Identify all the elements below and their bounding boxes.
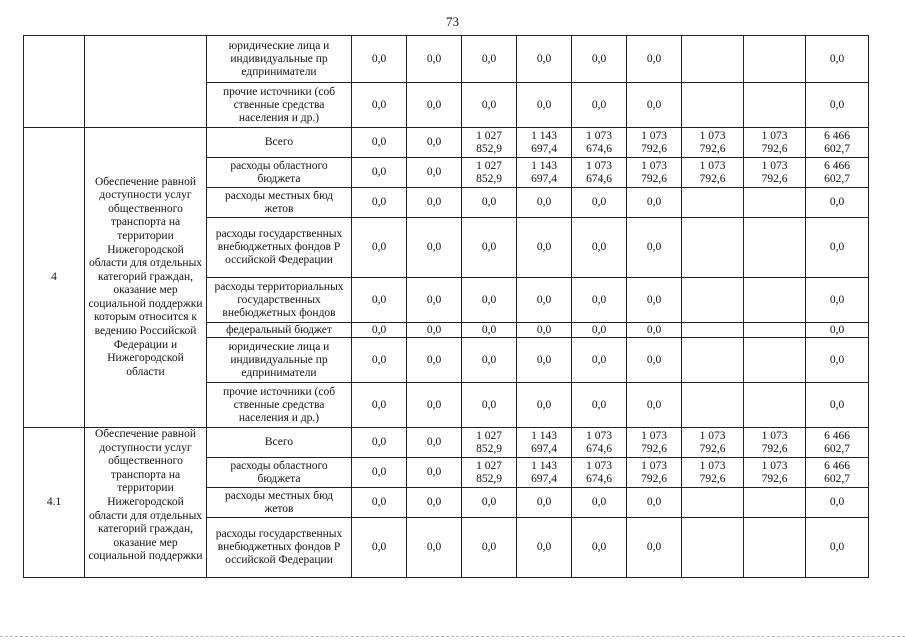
funding-source: расходы территориальных государственных внебюджетных фондов [207,278,352,323]
funding-source: прочие источники (соб ственные средства населения и др.) [207,83,352,128]
value-cell: 0,0 [517,218,572,278]
value-cell: 0,0 [407,338,462,383]
value-cell: 1 027 852,9 [462,458,517,488]
value-cell: 0,0 [462,188,517,218]
value-cell [744,188,806,218]
value-cell: 1 143 697,4 [517,128,572,158]
table-row [24,128,869,158]
value-cell: 6 466 602,7 [806,158,869,188]
value-cell: 0,0 [517,488,572,518]
value-cell: 1 073 792,6 [744,128,806,158]
value-cell: 1 073 674,6 [572,428,627,458]
value-cell: 0,0 [407,158,462,188]
value-cell: 1 073 792,6 [744,428,806,458]
value-cell: 0,0 [462,323,517,338]
value-cell [682,338,744,383]
funding-source: прочие источники (соб ственные средства населения и др.) [207,383,352,428]
value-cell: 0,0 [806,188,869,218]
value-cell: 0,0 [407,458,462,488]
value-cell: 1 073 792,6 [744,458,806,488]
table-row [24,36,869,83]
value-cell: 1 073 792,6 [627,158,682,188]
activity-description [85,36,207,128]
value-cell [682,83,744,128]
value-cell: 0,0 [462,218,517,278]
funding-source: Всего [207,428,352,458]
value-cell: 1 073 792,6 [682,158,744,188]
value-cell: 0,0 [627,323,682,338]
value-cell: 0,0 [572,36,627,83]
value-cell: 0,0 [352,83,407,128]
value-cell: 1 027 852,9 [462,158,517,188]
value-cell: 0,0 [627,383,682,428]
funding-source: расходы государственных внебюджетных фондов Р оссийской Федерации [207,518,352,578]
value-cell [682,488,744,518]
value-cell: 0,0 [806,278,869,323]
value-cell: 0,0 [352,218,407,278]
value-cell: 1 073 792,6 [627,458,682,488]
value-cell: 0,0 [806,518,869,578]
value-cell [682,323,744,338]
value-cell: 1 027 852,9 [462,428,517,458]
value-cell: 0,0 [806,383,869,428]
value-cell: 0,0 [572,338,627,383]
value-cell: 0,0 [517,323,572,338]
value-cell: 0,0 [407,188,462,218]
value-cell: 0,0 [462,338,517,383]
value-cell: 0,0 [462,488,517,518]
value-cell: 0,0 [407,128,462,158]
value-cell: 0,0 [352,383,407,428]
value-cell: 0,0 [572,518,627,578]
table-row [24,428,869,458]
value-cell [744,323,806,338]
value-cell: 1 073 792,6 [744,158,806,188]
value-cell: 0,0 [407,36,462,83]
value-cell [682,188,744,218]
activity-description: Обеспечение равной доступности услуг общественного транспорта на территории Нижегородской области для отдельных категорий граждан, оказание мер социальной поддержки [85,428,207,578]
funding-source: расходы областного бюджета [207,458,352,488]
value-cell: 1 073 792,6 [682,128,744,158]
value-cell: 0,0 [407,83,462,128]
value-cell [744,488,806,518]
value-cell [744,218,806,278]
funding-source: юридические лица и индивидуальные пр едприниматели [207,36,352,83]
value-cell [744,36,806,83]
value-cell: 6 466 602,7 [806,458,869,488]
value-cell: 0,0 [352,338,407,383]
value-cell: 0,0 [517,518,572,578]
value-cell: 0,0 [517,278,572,323]
value-cell: 1 027 852,9 [462,128,517,158]
value-cell: 0,0 [462,36,517,83]
value-cell: 0,0 [407,278,462,323]
value-cell: 0,0 [352,488,407,518]
scan-edge [0,636,905,637]
value-cell: 0,0 [627,36,682,83]
value-cell: 0,0 [627,218,682,278]
value-cell: 0,0 [627,488,682,518]
value-cell: 0,0 [407,428,462,458]
value-cell: 0,0 [352,323,407,338]
funding-source: расходы областного бюджета [207,158,352,188]
value-cell: 0,0 [806,338,869,383]
value-cell: 0,0 [627,278,682,323]
value-cell: 0,0 [572,383,627,428]
value-cell: 1 073 792,6 [682,428,744,458]
value-cell: 0,0 [352,128,407,158]
value-cell: 6 466 602,7 [806,428,869,458]
activity-description: Обеспечение равной доступности услуг общественного транспорта на территории Нижегородской области для отдельных категорий граждан, оказание мер социальной поддержки которым относится к ведению Российской Федерации и Нижегородской области [85,128,207,428]
value-cell: 1 073 792,6 [627,128,682,158]
value-cell: 0,0 [462,83,517,128]
row-number [24,36,85,128]
value-cell [682,518,744,578]
value-cell: 0,0 [806,83,869,128]
value-cell: 1 073 792,6 [627,428,682,458]
value-cell: 0,0 [627,188,682,218]
value-cell: 1 073 792,6 [682,458,744,488]
value-cell: 0,0 [572,488,627,518]
value-cell: 0,0 [517,83,572,128]
value-cell: 0,0 [627,518,682,578]
value-cell [682,218,744,278]
value-cell: 0,0 [462,383,517,428]
value-cell: 0,0 [352,188,407,218]
value-cell: 0,0 [407,218,462,278]
value-cell: 0,0 [462,278,517,323]
value-cell [744,383,806,428]
value-cell: 0,0 [627,338,682,383]
value-cell: 0,0 [806,36,869,83]
value-cell: 1 143 697,4 [517,458,572,488]
value-cell: 0,0 [352,278,407,323]
value-cell: 0,0 [352,428,407,458]
value-cell: 0,0 [352,36,407,83]
value-cell: 0,0 [517,36,572,83]
value-cell [682,36,744,83]
value-cell: 1 073 674,6 [572,128,627,158]
value-cell: 0,0 [806,218,869,278]
value-cell: 0,0 [407,518,462,578]
value-cell: 0,0 [572,218,627,278]
value-cell: 0,0 [627,83,682,128]
row-number: 4 [24,128,85,428]
value-cell [744,338,806,383]
value-cell: 0,0 [572,278,627,323]
value-cell: 0,0 [572,188,627,218]
value-cell: 1 073 674,6 [572,458,627,488]
value-cell: 0,0 [572,323,627,338]
value-cell: 1 143 697,4 [517,428,572,458]
value-cell: 0,0 [407,488,462,518]
funding-source: расходы государственных внебюджетных фондов Р оссийской Федерации [207,218,352,278]
value-cell [744,83,806,128]
value-cell: 0,0 [806,323,869,338]
value-cell [744,278,806,323]
value-cell [682,278,744,323]
value-cell: 0,0 [462,518,517,578]
value-cell: 0,0 [806,488,869,518]
value-cell [682,383,744,428]
value-cell: 0,0 [572,83,627,128]
value-cell [744,518,806,578]
value-cell: 0,0 [517,338,572,383]
value-cell: 0,0 [352,158,407,188]
funding-source: Всего [207,128,352,158]
value-cell: 1 143 697,4 [517,158,572,188]
value-cell: 0,0 [407,383,462,428]
value-cell: 0,0 [352,518,407,578]
funding-source: юридические лица и индивидуальные пр едприниматели [207,338,352,383]
value-cell: 0,0 [517,188,572,218]
value-cell: 0,0 [517,383,572,428]
funding-source: расходы местных бюд жетов [207,488,352,518]
value-cell: 6 466 602,7 [806,128,869,158]
budget-table [23,35,869,578]
row-number: 4.1 [24,428,85,578]
value-cell: 1 073 674,6 [572,158,627,188]
funding-source: федеральный бюджет [207,323,352,338]
value-cell: 0,0 [352,458,407,488]
value-cell: 0,0 [407,323,462,338]
page-number: 73 [446,14,459,29]
funding-source: расходы местных бюд жетов [207,188,352,218]
